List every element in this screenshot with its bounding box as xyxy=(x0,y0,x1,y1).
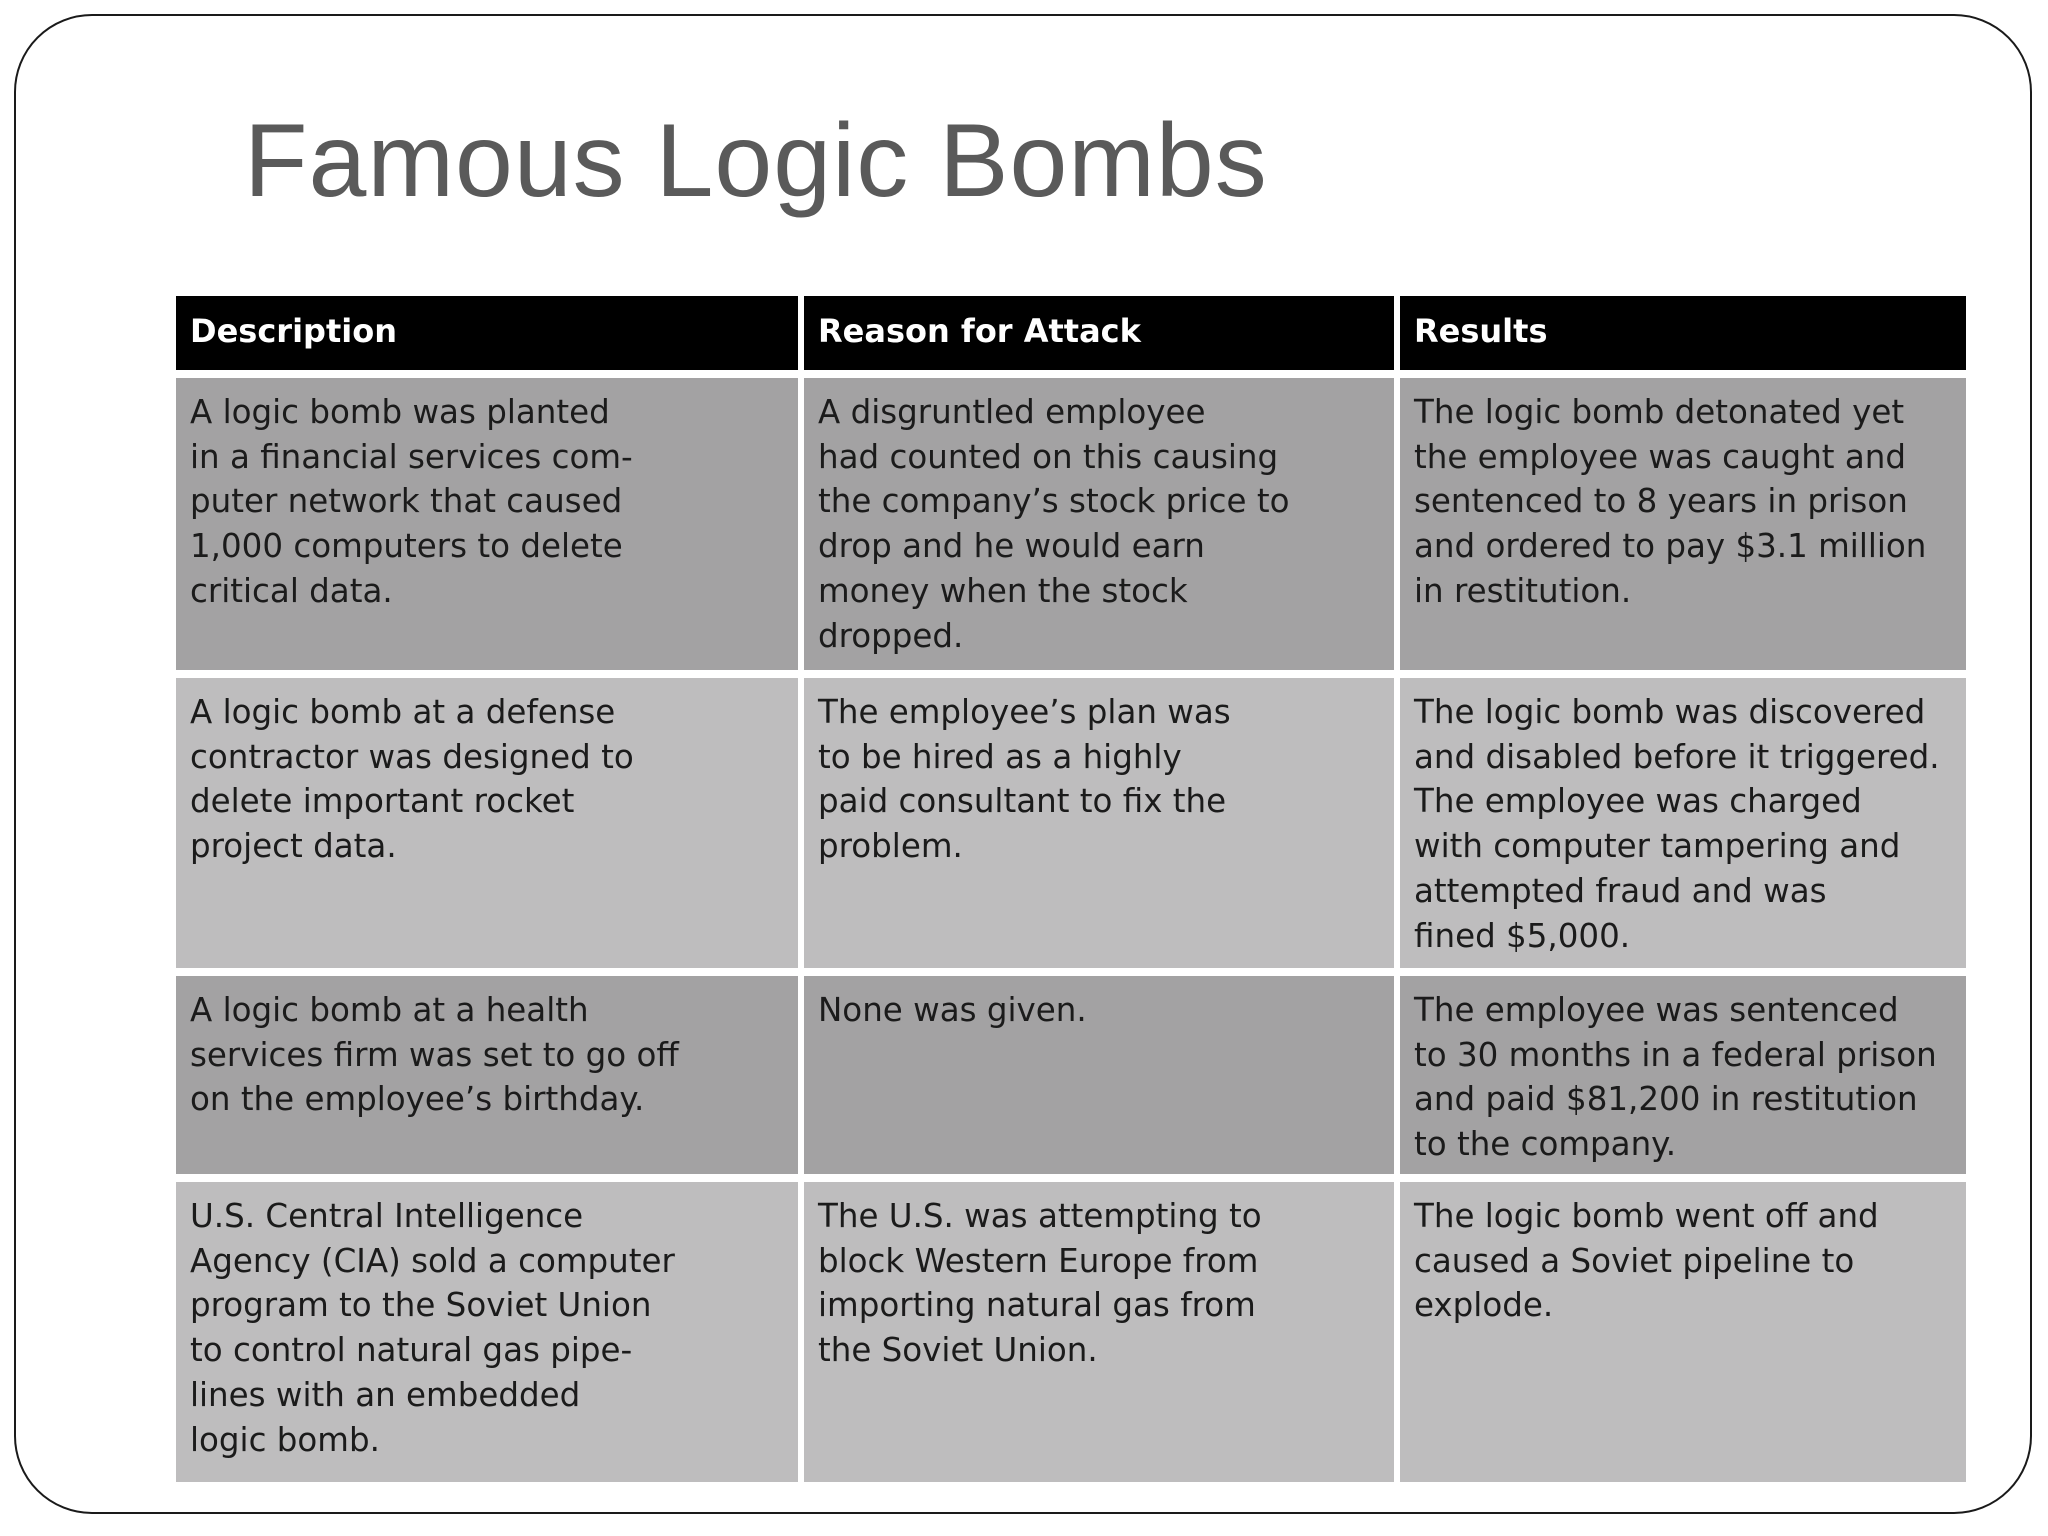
cell-text-line: The logic bomb was discovered xyxy=(1414,693,1926,731)
cell-text-line: A logic bomb was planted xyxy=(190,393,610,431)
cell-results xyxy=(1400,976,1966,1174)
cell-text-line: None was given. xyxy=(818,991,1087,1029)
cell-text-line: contractor was designed to xyxy=(190,737,634,776)
cell-text-line: on the employee’s birthday. xyxy=(190,1080,645,1119)
cell-text-line: fined $5,000. xyxy=(1414,916,1631,955)
cell-reason xyxy=(804,1182,1394,1482)
cell-description xyxy=(176,678,798,968)
cell-text-line: paid consultant to fix the xyxy=(818,782,1227,821)
cell-results xyxy=(1400,378,1966,670)
logic-bombs-table xyxy=(176,296,1960,1486)
cell-text-line: to 30 months in a federal prison xyxy=(1414,1035,1937,1074)
cell-text-line: attempted fraud and was xyxy=(1414,871,1827,910)
cell-text-line: money when the stock xyxy=(818,571,1188,610)
cell-text-line: A logic bomb at a defense xyxy=(190,693,616,731)
cell-description xyxy=(176,378,798,670)
cell-text-line: The U.S. was attempting to xyxy=(818,1197,1262,1235)
cell-text-line: lines with an embedded xyxy=(190,1375,581,1414)
cell-text-line: and paid $81,200 in restitution xyxy=(1414,1080,1918,1119)
cell-description xyxy=(176,976,798,1174)
cell-text-line: problem. xyxy=(818,827,963,866)
cell-text-line: caused a Soviet pipeline to xyxy=(1414,1241,1855,1280)
cell-text-line: The employee’s plan was xyxy=(818,693,1231,731)
cell-reason xyxy=(804,976,1394,1174)
cell-text-line: the employee was caught and xyxy=(1414,437,1907,476)
cell-text-line: drop and he would earn xyxy=(818,527,1205,566)
cell-text-line: dropped. xyxy=(818,616,964,655)
header-description: Description xyxy=(176,296,798,370)
cell-text-line: the company’s stock price to xyxy=(818,482,1290,521)
cell-text-line: 1,000 computers to delete xyxy=(190,527,623,566)
header-results: Results xyxy=(1400,296,1966,370)
cell-text-line: project data. xyxy=(190,827,397,866)
cell-text-line: delete important rocket xyxy=(190,782,575,821)
cell-text-line: to the company. xyxy=(1414,1125,1677,1164)
header-reason-for-attack: Reason for Attack xyxy=(804,296,1394,370)
slide-title: Famous Logic Bombs xyxy=(244,103,1268,219)
cell-text-line: A disgruntled employee xyxy=(818,393,1206,431)
cell-text-line: and ordered to pay $3.1 million xyxy=(1414,527,1927,566)
cell-text-line: to control natural gas pipe- xyxy=(190,1331,633,1370)
cell-results xyxy=(1400,678,1966,968)
cell-description xyxy=(176,1182,798,1482)
cell-text-line: sentenced to 8 years in prison xyxy=(1414,482,1908,521)
cell-text-line: and disabled before it triggered. xyxy=(1414,737,1940,776)
cell-text-line: program to the Soviet Union xyxy=(190,1286,652,1325)
cell-reason xyxy=(804,678,1394,968)
cell-text-line: had counted on this causing xyxy=(818,437,1279,476)
cell-text-line: The logic bomb detonated yet xyxy=(1414,393,1905,431)
cell-text-line: in a financial services com- xyxy=(190,437,633,476)
cell-text-line: with computer tampering and xyxy=(1414,827,1901,866)
cell-text-line: puter network that caused xyxy=(190,482,623,521)
cell-text-line: critical data. xyxy=(190,571,393,610)
cell-text-line: U.S. Central Intelligence xyxy=(190,1197,584,1235)
cell-text-line: the Soviet Union. xyxy=(818,1331,1098,1370)
cell-results xyxy=(1400,1182,1966,1482)
cell-text-line: The logic bomb went off and xyxy=(1414,1197,1879,1235)
cell-text-line: block Western Europe from xyxy=(818,1241,1259,1280)
cell-text-line: A logic bomb at a health xyxy=(190,991,589,1029)
cell-reason xyxy=(804,378,1394,670)
cell-text-line: The employee was sentenced xyxy=(1414,991,1899,1029)
cell-text-line: importing natural gas from xyxy=(818,1286,1256,1325)
cell-text-line: to be hired as a highly xyxy=(818,737,1182,776)
cell-text-line: The employee was charged xyxy=(1414,782,1862,821)
cell-text-line: Agency (CIA) sold a computer xyxy=(190,1241,675,1280)
cell-text-line: in restitution. xyxy=(1414,571,1632,610)
cell-text-line: explode. xyxy=(1414,1286,1554,1325)
cell-text-line: logic bomb. xyxy=(190,1420,380,1459)
cell-text-line: services firm was set to go off xyxy=(190,1035,679,1074)
